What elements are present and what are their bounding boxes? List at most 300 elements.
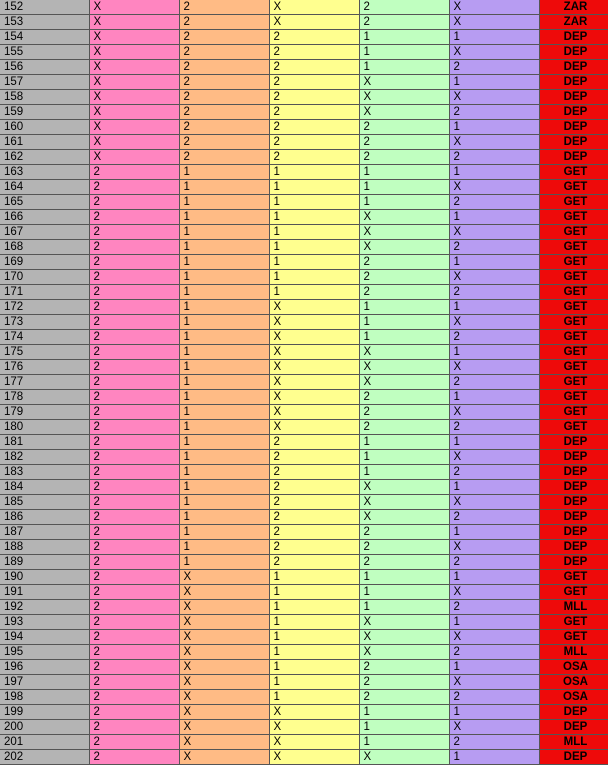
row-number-cell[interactable]: 195 [0,645,89,660]
result-cell[interactable]: GET [539,195,608,210]
col-c-cell[interactable]: 1 [269,165,359,180]
col-b-cell[interactable]: 1 [179,315,269,330]
row-number-cell[interactable]: 167 [0,225,89,240]
col-e-cell[interactable]: 2 [449,150,539,165]
row-number-cell[interactable]: 187 [0,525,89,540]
col-b-cell[interactable]: 1 [179,390,269,405]
col-e-cell[interactable]: 2 [449,645,539,660]
col-b-cell[interactable]: X [179,705,269,720]
col-e-cell[interactable]: 1 [449,480,539,495]
col-a-cell[interactable]: X [89,120,179,135]
row-number-cell[interactable]: 197 [0,675,89,690]
col-e-cell[interactable]: X [449,15,539,30]
col-b-cell[interactable]: 2 [179,150,269,165]
col-c-cell[interactable]: X [269,330,359,345]
col-e-cell[interactable]: X [449,225,539,240]
col-a-cell[interactable]: 2 [89,330,179,345]
col-b-cell[interactable]: 1 [179,510,269,525]
col-b-cell[interactable]: 2 [179,45,269,60]
col-b-cell[interactable]: 1 [179,285,269,300]
col-a-cell[interactable]: 2 [89,540,179,555]
col-a-cell[interactable]: 2 [89,360,179,375]
row-number-cell[interactable]: 163 [0,165,89,180]
row-number-cell[interactable]: 154 [0,30,89,45]
col-a-cell[interactable]: 2 [89,525,179,540]
col-a-cell[interactable]: 2 [89,300,179,315]
col-c-cell[interactable]: 2 [269,150,359,165]
col-d-cell[interactable]: X [359,75,449,90]
col-c-cell[interactable]: 2 [269,465,359,480]
result-cell[interactable]: GET [539,630,608,645]
result-cell[interactable]: GET [539,615,608,630]
col-b-cell[interactable]: 1 [179,405,269,420]
col-d-cell[interactable]: 1 [359,180,449,195]
col-d-cell[interactable]: 1 [359,330,449,345]
col-a-cell[interactable]: 2 [89,270,179,285]
col-b-cell[interactable]: X [179,585,269,600]
result-cell[interactable]: DEP [539,435,608,450]
col-c-cell[interactable]: X [269,405,359,420]
col-e-cell[interactable]: 2 [449,375,539,390]
col-c-cell[interactable]: X [269,315,359,330]
col-c-cell[interactable]: 2 [269,480,359,495]
row-number-cell[interactable]: 159 [0,105,89,120]
row-number-cell[interactable]: 153 [0,15,89,30]
col-c-cell[interactable]: 1 [269,285,359,300]
col-d-cell[interactable]: 2 [359,390,449,405]
col-d-cell[interactable]: 1 [359,735,449,750]
col-b-cell[interactable]: 2 [179,135,269,150]
col-c-cell[interactable]: 1 [269,675,359,690]
result-cell[interactable]: GET [539,360,608,375]
result-cell[interactable]: DEP [539,480,608,495]
col-c-cell[interactable]: 2 [269,75,359,90]
col-d-cell[interactable]: 2 [359,285,449,300]
col-e-cell[interactable]: 2 [449,60,539,75]
col-d-cell[interactable]: X [359,645,449,660]
col-b-cell[interactable]: 1 [179,270,269,285]
col-d-cell[interactable]: X [359,90,449,105]
col-d-cell[interactable]: 1 [359,195,449,210]
col-d-cell[interactable]: 1 [359,570,449,585]
col-e-cell[interactable]: 1 [449,660,539,675]
result-cell[interactable]: DEP [539,90,608,105]
result-cell[interactable]: DEP [539,120,608,135]
col-c-cell[interactable]: 1 [269,690,359,705]
col-a-cell[interactable]: 2 [89,375,179,390]
row-number-cell[interactable]: 196 [0,660,89,675]
col-d-cell[interactable]: 2 [359,690,449,705]
col-d-cell[interactable]: 2 [359,150,449,165]
col-e-cell[interactable]: X [449,720,539,735]
col-b-cell[interactable]: 1 [179,225,269,240]
col-e-cell[interactable]: X [449,630,539,645]
col-d-cell[interactable]: 2 [359,405,449,420]
col-b-cell[interactable]: 1 [179,465,269,480]
row-number-cell[interactable]: 200 [0,720,89,735]
col-d-cell[interactable]: 2 [359,675,449,690]
row-number-cell[interactable]: 189 [0,555,89,570]
col-b-cell[interactable]: 2 [179,30,269,45]
result-cell[interactable]: DEP [539,450,608,465]
col-d-cell[interactable]: 1 [359,435,449,450]
col-b-cell[interactable]: 1 [179,345,269,360]
row-number-cell[interactable]: 194 [0,630,89,645]
col-a-cell[interactable]: X [89,150,179,165]
col-b-cell[interactable]: 1 [179,540,269,555]
result-cell[interactable]: DEP [539,75,608,90]
row-number-cell[interactable]: 185 [0,495,89,510]
col-c-cell[interactable]: 2 [269,30,359,45]
col-a-cell[interactable]: 2 [89,390,179,405]
col-e-cell[interactable]: 2 [449,240,539,255]
row-number-cell[interactable]: 161 [0,135,89,150]
col-a-cell[interactable]: 2 [89,585,179,600]
result-cell[interactable]: GET [539,225,608,240]
col-b-cell[interactable]: X [179,675,269,690]
col-d-cell[interactable]: X [359,375,449,390]
col-d-cell[interactable]: 2 [359,255,449,270]
col-e-cell[interactable]: 1 [449,210,539,225]
col-d-cell[interactable]: 1 [359,315,449,330]
result-cell[interactable]: DEP [539,705,608,720]
result-cell[interactable]: GET [539,330,608,345]
col-b-cell[interactable]: 1 [179,420,269,435]
col-c-cell[interactable]: 2 [269,90,359,105]
col-b-cell[interactable]: 2 [179,75,269,90]
col-c-cell[interactable]: X [269,705,359,720]
col-d-cell[interactable]: 2 [359,420,449,435]
col-e-cell[interactable]: 2 [449,510,539,525]
col-b-cell[interactable]: 1 [179,555,269,570]
col-e-cell[interactable]: X [449,315,539,330]
row-number-cell[interactable]: 174 [0,330,89,345]
col-c-cell[interactable]: 1 [269,225,359,240]
col-b-cell[interactable]: X [179,735,269,750]
col-b-cell[interactable]: 1 [179,210,269,225]
col-a-cell[interactable]: X [89,0,179,15]
col-b-cell[interactable]: 2 [179,60,269,75]
col-e-cell[interactable]: X [449,45,539,60]
col-c-cell[interactable]: X [269,15,359,30]
col-c-cell[interactable]: X [269,390,359,405]
col-d-cell[interactable]: X [359,240,449,255]
col-a-cell[interactable]: 2 [89,480,179,495]
col-a-cell[interactable]: 2 [89,180,179,195]
col-e-cell[interactable]: 1 [449,750,539,765]
result-cell[interactable]: DEP [539,135,608,150]
col-c-cell[interactable]: 1 [269,210,359,225]
row-number-cell[interactable]: 201 [0,735,89,750]
col-b-cell[interactable]: X [179,750,269,765]
col-b-cell[interactable]: 1 [179,240,269,255]
col-c-cell[interactable]: 2 [269,435,359,450]
result-cell[interactable]: ZAR [539,0,608,15]
col-d-cell[interactable]: X [359,480,449,495]
col-c-cell[interactable]: X [269,735,359,750]
row-number-cell[interactable]: 188 [0,540,89,555]
row-number-cell[interactable]: 186 [0,510,89,525]
result-cell[interactable]: GET [539,420,608,435]
col-a-cell[interactable]: 2 [89,705,179,720]
result-cell[interactable]: DEP [539,510,608,525]
col-c-cell[interactable]: X [269,750,359,765]
col-e-cell[interactable]: 1 [449,390,539,405]
col-d-cell[interactable]: 2 [359,270,449,285]
row-number-cell[interactable]: 157 [0,75,89,90]
col-a-cell[interactable]: X [89,75,179,90]
col-e-cell[interactable]: 1 [449,120,539,135]
row-number-cell[interactable]: 171 [0,285,89,300]
col-a-cell[interactable]: X [89,90,179,105]
col-c-cell[interactable]: 1 [269,600,359,615]
col-b-cell[interactable]: X [179,600,269,615]
col-e-cell[interactable]: 1 [449,165,539,180]
result-cell[interactable]: OSA [539,690,608,705]
col-c-cell[interactable]: X [269,420,359,435]
col-b-cell[interactable]: 1 [179,360,269,375]
col-d-cell[interactable]: X [359,345,449,360]
col-d-cell[interactable]: X [359,630,449,645]
col-d-cell[interactable]: 1 [359,60,449,75]
result-cell[interactable]: DEP [539,750,608,765]
col-a-cell[interactable]: 2 [89,675,179,690]
col-d-cell[interactable]: X [359,360,449,375]
row-number-cell[interactable]: 169 [0,255,89,270]
col-a-cell[interactable]: 2 [89,420,179,435]
result-cell[interactable]: DEP [539,525,608,540]
col-d-cell[interactable]: 1 [359,450,449,465]
result-cell[interactable]: GET [539,300,608,315]
row-number-cell[interactable]: 182 [0,450,89,465]
col-e-cell[interactable]: 1 [449,435,539,450]
col-b-cell[interactable]: X [179,645,269,660]
row-number-cell[interactable]: 155 [0,45,89,60]
result-cell[interactable]: GET [539,240,608,255]
col-b-cell[interactable]: 1 [179,180,269,195]
col-a-cell[interactable]: 2 [89,465,179,480]
col-c-cell[interactable]: 2 [269,555,359,570]
col-a-cell[interactable]: 2 [89,750,179,765]
result-cell[interactable]: DEP [539,465,608,480]
row-number-cell[interactable]: 173 [0,315,89,330]
col-c-cell[interactable]: 2 [269,105,359,120]
col-c-cell[interactable]: 1 [269,615,359,630]
col-a-cell[interactable]: 2 [89,645,179,660]
col-d-cell[interactable]: X [359,105,449,120]
col-b-cell[interactable]: 2 [179,120,269,135]
col-b-cell[interactable]: 1 [179,495,269,510]
result-cell[interactable]: GET [539,285,608,300]
col-b-cell[interactable]: X [179,690,269,705]
col-a-cell[interactable]: 2 [89,630,179,645]
row-number-cell[interactable]: 175 [0,345,89,360]
row-number-cell[interactable]: 199 [0,705,89,720]
row-number-cell[interactable]: 192 [0,600,89,615]
row-number-cell[interactable]: 165 [0,195,89,210]
col-e-cell[interactable]: 2 [449,420,539,435]
col-d-cell[interactable]: 2 [359,120,449,135]
col-c-cell[interactable]: 2 [269,525,359,540]
col-d-cell[interactable]: 2 [359,540,449,555]
row-number-cell[interactable]: 191 [0,585,89,600]
col-a-cell[interactable]: 2 [89,195,179,210]
col-a-cell[interactable]: 2 [89,450,179,465]
col-c-cell[interactable]: 1 [269,570,359,585]
result-cell[interactable]: DEP [539,720,608,735]
col-c-cell[interactable]: 1 [269,645,359,660]
col-a-cell[interactable]: 2 [89,345,179,360]
row-number-cell[interactable]: 180 [0,420,89,435]
col-e-cell[interactable]: 1 [449,255,539,270]
col-c-cell[interactable]: 1 [269,255,359,270]
col-d-cell[interactable]: 1 [359,720,449,735]
col-b-cell[interactable]: 1 [179,450,269,465]
result-cell[interactable]: DEP [539,45,608,60]
col-e-cell[interactable]: 2 [449,195,539,210]
col-a-cell[interactable]: 2 [89,315,179,330]
col-e-cell[interactable]: X [449,585,539,600]
col-e-cell[interactable]: 1 [449,30,539,45]
col-a-cell[interactable]: 2 [89,405,179,420]
row-number-cell[interactable]: 177 [0,375,89,390]
col-a-cell[interactable]: 2 [89,510,179,525]
col-b-cell[interactable]: 1 [179,195,269,210]
result-cell[interactable]: DEP [539,150,608,165]
col-d-cell[interactable]: 1 [359,30,449,45]
row-number-cell[interactable]: 172 [0,300,89,315]
row-number-cell[interactable]: 160 [0,120,89,135]
row-number-cell[interactable]: 202 [0,750,89,765]
col-c-cell[interactable]: X [269,375,359,390]
col-a-cell[interactable]: 2 [89,600,179,615]
col-e-cell[interactable]: 2 [449,555,539,570]
col-c-cell[interactable]: 1 [269,240,359,255]
row-number-cell[interactable]: 198 [0,690,89,705]
col-e-cell[interactable]: 1 [449,345,539,360]
result-cell[interactable]: GET [539,315,608,330]
col-a-cell[interactable]: X [89,135,179,150]
col-c-cell[interactable]: X [269,0,359,15]
col-a-cell[interactable]: 2 [89,690,179,705]
col-e-cell[interactable]: 2 [449,465,539,480]
row-number-cell[interactable]: 152 [0,0,89,15]
col-c-cell[interactable]: 2 [269,45,359,60]
col-b-cell[interactable]: 2 [179,0,269,15]
col-b-cell[interactable]: 1 [179,255,269,270]
col-d-cell[interactable]: X [359,210,449,225]
col-a-cell[interactable]: X [89,30,179,45]
col-a-cell[interactable]: 2 [89,435,179,450]
col-e-cell[interactable]: 1 [449,525,539,540]
col-e-cell[interactable]: 1 [449,705,539,720]
col-d-cell[interactable]: 1 [359,585,449,600]
col-c-cell[interactable]: 1 [269,585,359,600]
col-c-cell[interactable]: 2 [269,510,359,525]
result-cell[interactable]: MLL [539,735,608,750]
col-b-cell[interactable]: X [179,630,269,645]
col-a-cell[interactable]: X [89,105,179,120]
col-a-cell[interactable]: 2 [89,225,179,240]
col-a-cell[interactable]: 2 [89,720,179,735]
result-cell[interactable]: GET [539,405,608,420]
col-c-cell[interactable]: 2 [269,120,359,135]
col-e-cell[interactable]: X [449,135,539,150]
col-e-cell[interactable]: 1 [449,300,539,315]
col-d-cell[interactable]: X [359,225,449,240]
col-b-cell[interactable]: 1 [179,435,269,450]
col-d-cell[interactable]: 2 [359,660,449,675]
col-c-cell[interactable]: X [269,720,359,735]
col-c-cell[interactable]: 2 [269,540,359,555]
col-c-cell[interactable]: 1 [269,630,359,645]
result-cell[interactable]: OSA [539,675,608,690]
result-cell[interactable]: GET [539,570,608,585]
col-d-cell[interactable]: 1 [359,300,449,315]
row-number-cell[interactable]: 193 [0,615,89,630]
col-a-cell[interactable]: X [89,60,179,75]
col-a-cell[interactable]: X [89,15,179,30]
col-d-cell[interactable]: 1 [359,705,449,720]
col-d-cell[interactable]: 1 [359,45,449,60]
col-c-cell[interactable]: X [269,360,359,375]
row-number-cell[interactable]: 190 [0,570,89,585]
col-d-cell[interactable]: 2 [359,15,449,30]
col-d-cell[interactable]: 2 [359,525,449,540]
col-b-cell[interactable]: X [179,720,269,735]
col-b-cell[interactable]: 1 [179,525,269,540]
col-e-cell[interactable]: X [449,450,539,465]
col-b-cell[interactable]: 2 [179,105,269,120]
col-b-cell[interactable]: 1 [179,480,269,495]
result-cell[interactable]: DEP [539,30,608,45]
col-e-cell[interactable]: 2 [449,105,539,120]
col-c-cell[interactable]: 2 [269,135,359,150]
col-e-cell[interactable]: X [449,270,539,285]
col-a-cell[interactable]: 2 [89,735,179,750]
result-cell[interactable]: GET [539,585,608,600]
col-a-cell[interactable]: 2 [89,615,179,630]
result-cell[interactable]: DEP [539,540,608,555]
col-b-cell[interactable]: 2 [179,15,269,30]
result-cell[interactable]: GET [539,255,608,270]
col-c-cell[interactable]: X [269,345,359,360]
col-b-cell[interactable]: X [179,660,269,675]
col-d-cell[interactable]: 1 [359,465,449,480]
col-d-cell[interactable]: 2 [359,135,449,150]
col-c-cell[interactable]: 2 [269,60,359,75]
row-number-cell[interactable]: 156 [0,60,89,75]
result-cell[interactable]: DEP [539,495,608,510]
col-a-cell[interactable]: 2 [89,240,179,255]
result-cell[interactable]: MLL [539,645,608,660]
col-e-cell[interactable]: 1 [449,570,539,585]
col-e-cell[interactable]: 2 [449,735,539,750]
col-e-cell[interactable]: 2 [449,690,539,705]
col-c-cell[interactable]: X [269,300,359,315]
col-e-cell[interactable]: 2 [449,285,539,300]
col-a-cell[interactable]: 2 [89,285,179,300]
col-e-cell[interactable]: X [449,0,539,15]
col-c-cell[interactable]: 1 [269,195,359,210]
col-a-cell[interactable]: 2 [89,210,179,225]
result-cell[interactable]: GET [539,165,608,180]
row-number-cell[interactable]: 166 [0,210,89,225]
col-e-cell[interactable]: 1 [449,615,539,630]
row-number-cell[interactable]: 179 [0,405,89,420]
col-d-cell[interactable]: 1 [359,165,449,180]
col-d-cell[interactable]: X [359,750,449,765]
